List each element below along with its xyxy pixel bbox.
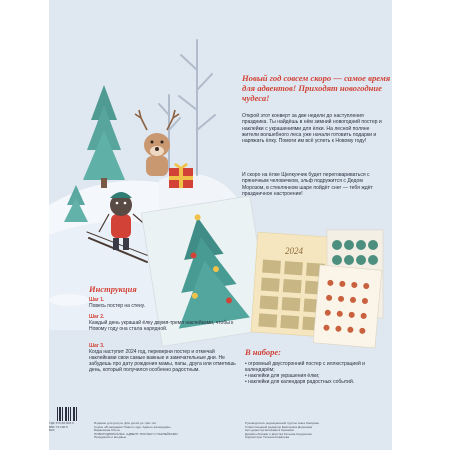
- instruction-step-3: [89, 343, 239, 373]
- book-back-cover: [49, 0, 392, 450]
- list-item: • наклейки для украшения ёлки;: [245, 373, 320, 379]
- step-label: Шаг 1.: [89, 297, 105, 303]
- sticker-sheet-ornaments: [313, 265, 382, 348]
- step-label: Шаг 2.: [89, 314, 105, 320]
- list-item: • наклейки для календаря радостных событий.: [245, 379, 355, 385]
- set-title: В наборе:: [245, 347, 281, 357]
- book-description: Издание для досуга. Для детей до трёх лет Серия «В ожидании Нового года. Адвент-календари» Барашкина Ольга НОВОГОДНЯЯ ЁЛКА. АДВЕНТ-ПОСТЕР С НАКЛЕЙКАМИ Придумали и впервые: [94, 421, 178, 440]
- catalog-codes: УДК 379.82:003.3 ББК 74.100.5 Б24: [49, 421, 74, 433]
- barcode: [57, 407, 77, 421]
- intro-paragraph: Открой этот конверт за две недели до наступления праздника. Ты найдёшь в нём зимний новогодний постер и наклейки с украшениями для ёлки. На лесной поляне жители волшебного леса уже начали готовить подарки и наряжать ёлку. Помоги им всё успеть к Новому году!: [242, 113, 382, 145]
- staff-credits: Руководитель редакционной группы Анна Смирова Ответственный редактор Екатерина Доронина Арт-директор Елизавета Кремова Дизайн обложки и вёрстка Татьяна Сидоренко Корректоры Татьяна Ковалева: [245, 421, 319, 440]
- step-text: Повесь постер на стену.: [89, 303, 146, 309]
- headline: Новый год совсем скоро — самое время для адвентов! Приходят новогодние чудеса!: [242, 73, 391, 104]
- intro-paragraph-2: И скоро на ёлке Щелкунчик будет переговариваться с пряничным человечком, эльф подружится с Дедом Морозом, в стеклянном шаре пойдёт снег — тебя ждёт праздничное настроение!: [242, 172, 373, 197]
- set-contents-list: [245, 361, 390, 385]
- list-item: • огромный двусторонний постер с иллюстрацией и календарём;: [245, 361, 365, 373]
- step-label: Шаг 3.: [89, 343, 105, 349]
- step-text: Каждый день украшай ёлку двумя-тремя наклейками, чтобы к Новому году она стала нарядной.: [89, 320, 234, 332]
- instruction-step-2: [89, 314, 239, 332]
- instruction-step-1: [89, 297, 239, 309]
- step-text: Когда наступит 2024 год, переверни постер и отмечай наклейками свои самые важные и замечательные дни. Не забудешь про дату рождения мамы, папы, друга или отметишь день, который получился особенно радостным.: [89, 349, 236, 373]
- instructions-title: Инструкция: [89, 284, 137, 294]
- calendar-year-label: 2024: [285, 246, 303, 256]
